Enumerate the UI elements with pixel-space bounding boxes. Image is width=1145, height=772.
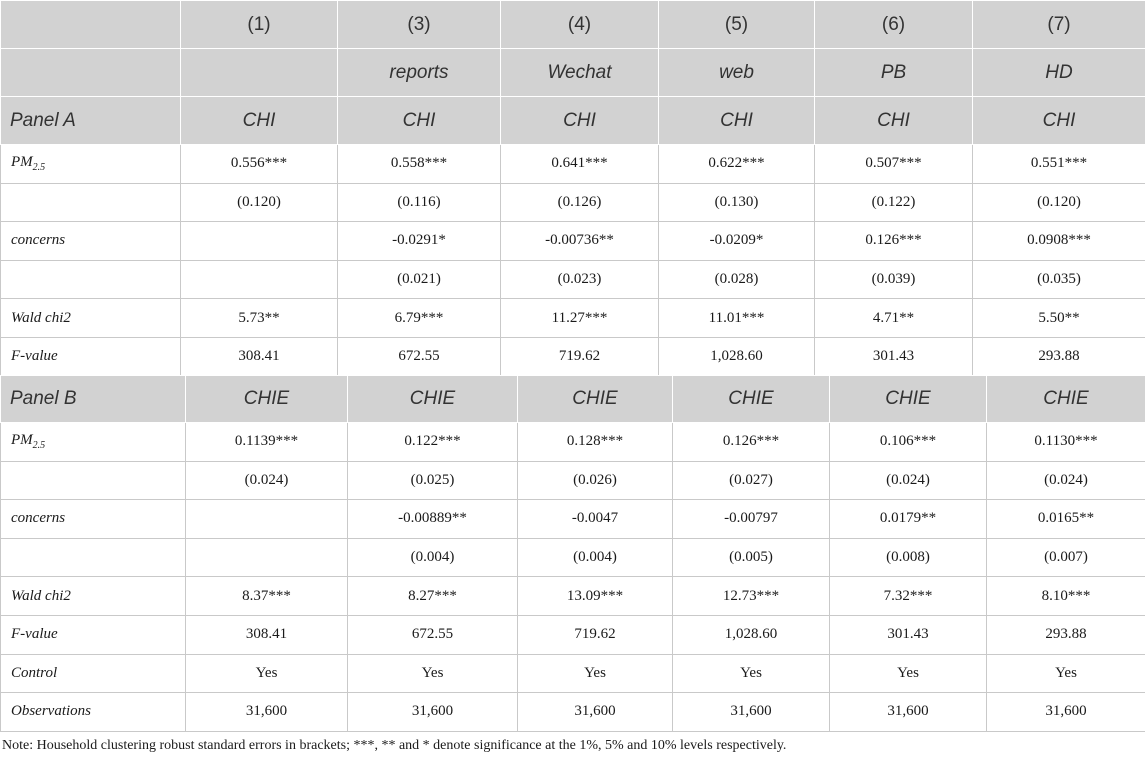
table-cell: 12.73***	[673, 577, 830, 616]
row-label: Wald chi2	[1, 299, 181, 338]
row-label: F-value	[1, 615, 186, 654]
table-cell: (0.025)	[348, 461, 518, 500]
dependent-variable: CHI	[659, 97, 815, 145]
table-cell: (0.023)	[501, 260, 659, 299]
row-label: Control	[1, 654, 186, 693]
table-cell: 0.551***	[973, 145, 1145, 184]
table-cell: 31,600	[830, 693, 987, 732]
table-note: Note: Household clustering robust standard errors in brackets; ***, ** and * denote significance at the 1%, 5% and 10% levels respectively.	[2, 738, 787, 753]
dependent-variable: CHIE	[186, 376, 348, 423]
row-label: Wald chi2	[1, 577, 186, 616]
table-cell: Yes	[348, 654, 518, 693]
table-cell: 0.122***	[348, 423, 518, 462]
table-cell: 31,600	[518, 693, 673, 732]
row-label: $PM_{2.5}$	[1, 423, 186, 462]
table-cell	[181, 222, 338, 261]
table-cell: -0.0291*	[338, 222, 501, 261]
column-number: (4)	[501, 1, 659, 49]
table-cell: 308.41	[186, 615, 348, 654]
dependent-variable: CHI	[501, 97, 659, 145]
table-cell: 8.10***	[987, 577, 1145, 616]
column-subheader: PB	[815, 49, 973, 97]
column-number: (1)	[181, 1, 338, 49]
row-label: Observations	[1, 693, 186, 732]
row-label: concerns	[1, 500, 186, 539]
table-cell: (0.126)	[501, 183, 659, 222]
table-cell: (0.004)	[348, 538, 518, 577]
table-cell: 308.41	[181, 337, 338, 376]
table-cell: 672.55	[348, 615, 518, 654]
table-cell: 5.50**	[973, 299, 1145, 338]
table-cell: 0.0165**	[987, 500, 1145, 539]
table-row	[1, 337, 1145, 376]
row-label	[1, 461, 186, 500]
table-cell: (0.122)	[815, 183, 973, 222]
table-cell: 8.37***	[186, 577, 348, 616]
table-cell: -0.00889**	[348, 500, 518, 539]
table-cell: -0.0047	[518, 500, 673, 539]
table-cell: (0.024)	[830, 461, 987, 500]
table-row	[1, 299, 1145, 338]
table-cell: 0.128***	[518, 423, 673, 462]
table-cell: 6.79***	[338, 299, 501, 338]
table-cell: 1,028.60	[673, 615, 830, 654]
dependent-variable: CHI	[973, 97, 1145, 145]
row-label	[1, 183, 181, 222]
table-cell: 672.55	[338, 337, 501, 376]
table-cell: (0.005)	[673, 538, 830, 577]
dependent-variable: CHIE	[830, 376, 987, 423]
table-cell: 0.622***	[659, 145, 815, 184]
table-cell	[186, 500, 348, 539]
table-cell: (0.024)	[186, 461, 348, 500]
table-row	[1, 693, 1145, 732]
row-label: F-value	[1, 337, 181, 376]
table-row	[1, 183, 1145, 222]
dependent-variable: CHI	[338, 97, 501, 145]
table-row	[1, 423, 1145, 462]
table-cell: 5.73**	[181, 299, 338, 338]
column-number: (3)	[338, 1, 501, 49]
table-row	[1, 461, 1145, 500]
table-cell: (0.028)	[659, 260, 815, 299]
row-label: concerns	[1, 222, 181, 261]
table-cell: 7.32***	[830, 577, 987, 616]
column-subheader: HD	[973, 49, 1145, 97]
table-row	[1, 145, 1145, 184]
column-subheader: web	[659, 49, 815, 97]
table-cell: (0.026)	[518, 461, 673, 500]
table-cell: Yes	[518, 654, 673, 693]
table-cell: 0.126***	[673, 423, 830, 462]
table-row	[1, 500, 1145, 539]
table-cell: Yes	[987, 654, 1145, 693]
table-cell: 8.27***	[348, 577, 518, 616]
table-cell: 1,028.60	[659, 337, 815, 376]
table-cell: 31,600	[673, 693, 830, 732]
table-cell: (0.007)	[987, 538, 1145, 577]
table-row	[1, 654, 1145, 693]
table-cell: 719.62	[518, 615, 673, 654]
table-row	[1, 615, 1145, 654]
table-cell: 301.43	[830, 615, 987, 654]
dependent-variable: CHIE	[518, 376, 673, 423]
table-cell: 293.88	[987, 615, 1145, 654]
dependent-variable: CHI	[181, 97, 338, 145]
table-cell: (0.120)	[973, 183, 1145, 222]
column-subheader	[181, 49, 338, 97]
table-cell: 4.71**	[815, 299, 973, 338]
table-cell: 301.43	[815, 337, 973, 376]
table-cell: 0.641***	[501, 145, 659, 184]
table-cell: (0.035)	[973, 260, 1145, 299]
row-label	[1, 260, 181, 299]
table-row	[1, 577, 1145, 616]
table-cell: (0.021)	[338, 260, 501, 299]
panel-a-table	[0, 0, 1145, 377]
table-cell: (0.027)	[673, 461, 830, 500]
table-cell: -0.0209*	[659, 222, 815, 261]
row-label	[1, 538, 186, 577]
table-row	[1, 538, 1145, 577]
column-subheader: reports	[338, 49, 501, 97]
table-cell: 0.507***	[815, 145, 973, 184]
panel-a-label: Panel A	[1, 97, 181, 145]
table-cell: 0.0908***	[973, 222, 1145, 261]
dependent-variable: CHIE	[987, 376, 1145, 423]
table-cell: -0.00797	[673, 500, 830, 539]
panel-a-body	[1, 145, 1145, 377]
table-cell: Yes	[186, 654, 348, 693]
table-cell: (0.039)	[815, 260, 973, 299]
table-cell: 0.126***	[815, 222, 973, 261]
table-row	[1, 260, 1145, 299]
table-cell: Yes	[673, 654, 830, 693]
table-cell: (0.008)	[830, 538, 987, 577]
header-blank-cell	[1, 49, 181, 97]
table-cell: 0.106***	[830, 423, 987, 462]
row-label: $PM_{2.5}$	[1, 145, 181, 184]
table-cell: (0.024)	[987, 461, 1145, 500]
table-cell: 31,600	[348, 693, 518, 732]
table-cell: (0.004)	[518, 538, 673, 577]
table-cell: (0.120)	[181, 183, 338, 222]
table-cell: 13.09***	[518, 577, 673, 616]
table-cell: 0.1139***	[186, 423, 348, 462]
table-cell: Yes	[830, 654, 987, 693]
table-cell: 11.27***	[501, 299, 659, 338]
dependent-variable: CHI	[815, 97, 973, 145]
table-cell: 31,600	[987, 693, 1145, 732]
table-cell: 0.0179**	[830, 500, 987, 539]
panel-b-label: Panel B	[1, 376, 186, 423]
table-cell	[181, 260, 338, 299]
column-number: (6)	[815, 1, 973, 49]
table-row	[1, 222, 1145, 261]
panel-b-table	[0, 375, 1145, 732]
table-cell: -0.00736**	[501, 222, 659, 261]
table-cell: 11.01***	[659, 299, 815, 338]
column-number: (7)	[973, 1, 1145, 49]
table-cell: 719.62	[501, 337, 659, 376]
dependent-variable: CHIE	[673, 376, 830, 423]
table-cell: 0.558***	[338, 145, 501, 184]
table-cell: (0.130)	[659, 183, 815, 222]
dependent-variable: CHIE	[348, 376, 518, 423]
table-cell: 31,600	[186, 693, 348, 732]
table-cell: 0.556***	[181, 145, 338, 184]
header-blank-cell	[1, 1, 181, 49]
column-subheader: Wechat	[501, 49, 659, 97]
panel-b-body	[1, 423, 1145, 732]
table-cell: 0.1130***	[987, 423, 1145, 462]
table-cell: (0.116)	[338, 183, 501, 222]
table-cell: 293.88	[973, 337, 1145, 376]
table-cell	[186, 538, 348, 577]
column-number: (5)	[659, 1, 815, 49]
